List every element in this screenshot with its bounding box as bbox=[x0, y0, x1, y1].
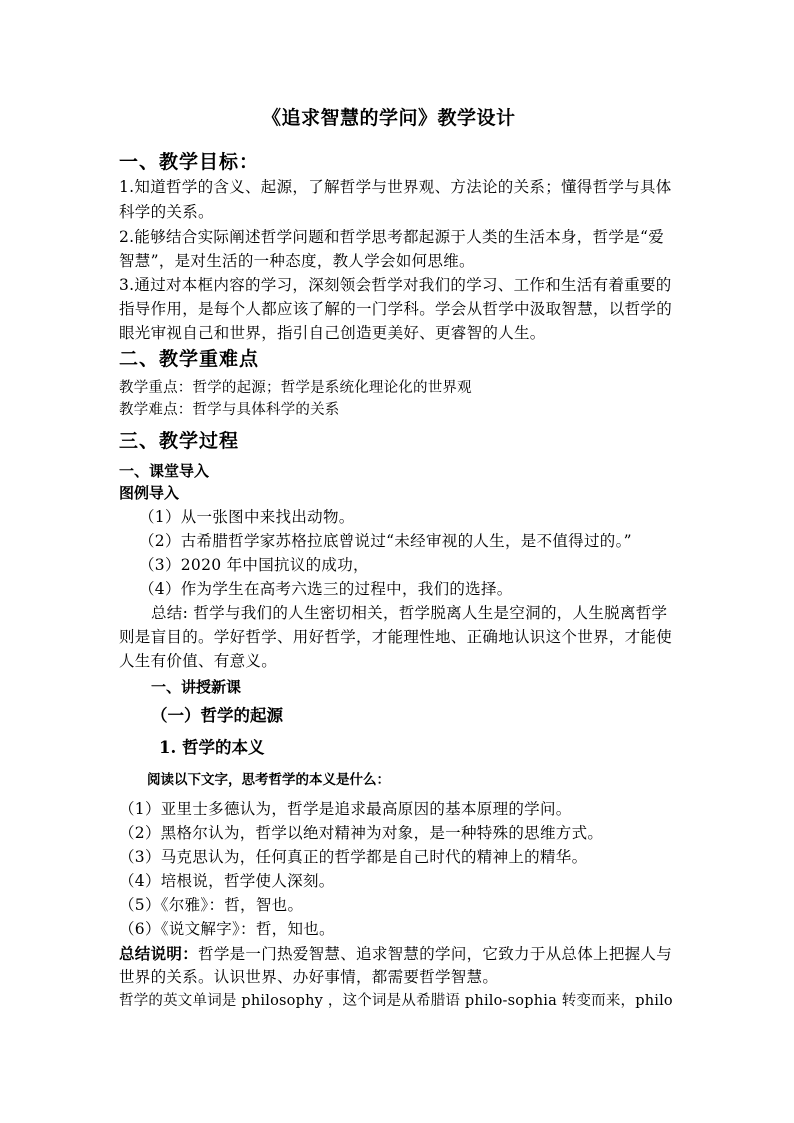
subheading-origin: （一）哲学的起源 bbox=[151, 706, 283, 725]
list-item: （2）古希腊哲学家苏格拉底曾说过“未经审视的人生，是不值得过的。” bbox=[139, 532, 632, 550]
quote-item: （2）黑格尔认为，哲学以绝对精神为对象，是一种特殊的思维方式。 bbox=[119, 824, 604, 842]
english-etymology-line: 哲学的英文单词是 philosophy ，这个词是从希腊语 philo-sophia 转变而来，philo bbox=[119, 993, 673, 1009]
list-item: （1）从一张图中来找出动物。 bbox=[139, 508, 355, 526]
section-heading-objectives: 一、教学目标： bbox=[119, 151, 260, 173]
quote-item: （3）马克思认为，任何真正的哲学都是自己时代的精神上的精华。 bbox=[119, 848, 588, 866]
list-item: （4）作为学生在高考六选三的过程中，我们的选择。 bbox=[139, 580, 513, 598]
teaching-focus: 教学重点：哲学的起源；哲学是系统化理论化的世界观 bbox=[119, 380, 472, 396]
quote-item: （6）《说文解字》：哲，知也。 bbox=[119, 920, 335, 938]
paragraph-line: 2.能够结合实际阐述哲学问题和哲学思考都起源于人类的生活本身，哲学是“爱 bbox=[119, 228, 665, 246]
paragraph-line: 3.通过对本框内容的学习，深刻领会哲学对我们的学习、工作和生活有着重要的 bbox=[119, 276, 672, 294]
paragraph-line: 眼光审视自己和世界，指引自己创造更美好、更睿智的人生。 bbox=[119, 324, 546, 342]
conclusion-line: 世界的关系。认识世界、办好事情，都需要哲学智慧。 bbox=[119, 968, 499, 986]
subheading-intro-method: 图例导入 bbox=[119, 484, 180, 502]
quote-item: （5）《尔雅》：哲，智也。 bbox=[119, 896, 304, 914]
paragraph-line: 指导作用，是每个人都应该了解的一门学科。学会从哲学中汲取智慧，以哲学的 bbox=[119, 300, 673, 318]
reading-prompt: 阅读以下文字，思考哲学的本义是什么： bbox=[147, 772, 390, 788]
subheading-new-lesson: 一、讲授新课 bbox=[151, 678, 242, 696]
section-heading-key-points: 二、教学重难点 bbox=[119, 348, 260, 370]
paragraph-line: 1.知道哲学的含义、起源，了解哲学与世界观、方法论的关系；懂得哲学与具体 bbox=[119, 178, 672, 196]
conclusion-line bbox=[119, 946, 672, 963]
paragraph-line: 智慧”，是对生活的一种态度，教人学会如何思维。 bbox=[119, 252, 475, 270]
quote-item: （4）培根说，哲学使人深刻。 bbox=[119, 872, 335, 890]
teaching-difficulty: 教学难点：哲学与具体科学的关系 bbox=[119, 402, 340, 418]
conclusion-label: 总结说明： bbox=[119, 944, 199, 963]
summary-line: 总结: 哲学与我们的人生密切相关，哲学脱离人生是空洞的，人生脱离哲学 bbox=[151, 604, 668, 622]
summary-line: 人生有价值、有意义。 bbox=[119, 652, 278, 670]
document-title: 《追求智慧的学问》教学设计 bbox=[262, 107, 516, 129]
subheading-intro: 一、课堂导入 bbox=[119, 462, 210, 480]
summary-line: 则是盲目的。学好哲学、用好哲学，才能理性地、正确地认识这个世界，才能使 bbox=[119, 628, 673, 646]
subheading-meaning: 1. 哲学的本义 bbox=[159, 738, 265, 757]
paragraph-line: 科学的关系。 bbox=[119, 203, 214, 221]
section-heading-process: 三、教学过程 bbox=[119, 430, 240, 452]
conclusion-text: 哲学是一门热爱智慧、追求智慧的学问，它致力于从总体上把握人与 bbox=[198, 945, 673, 963]
quote-item: （1）亚里士多德认为，哲学是追求最高原因的基本原理的学问。 bbox=[119, 800, 572, 818]
list-item: （3）2020 年中国抗议的成功， bbox=[139, 556, 369, 574]
